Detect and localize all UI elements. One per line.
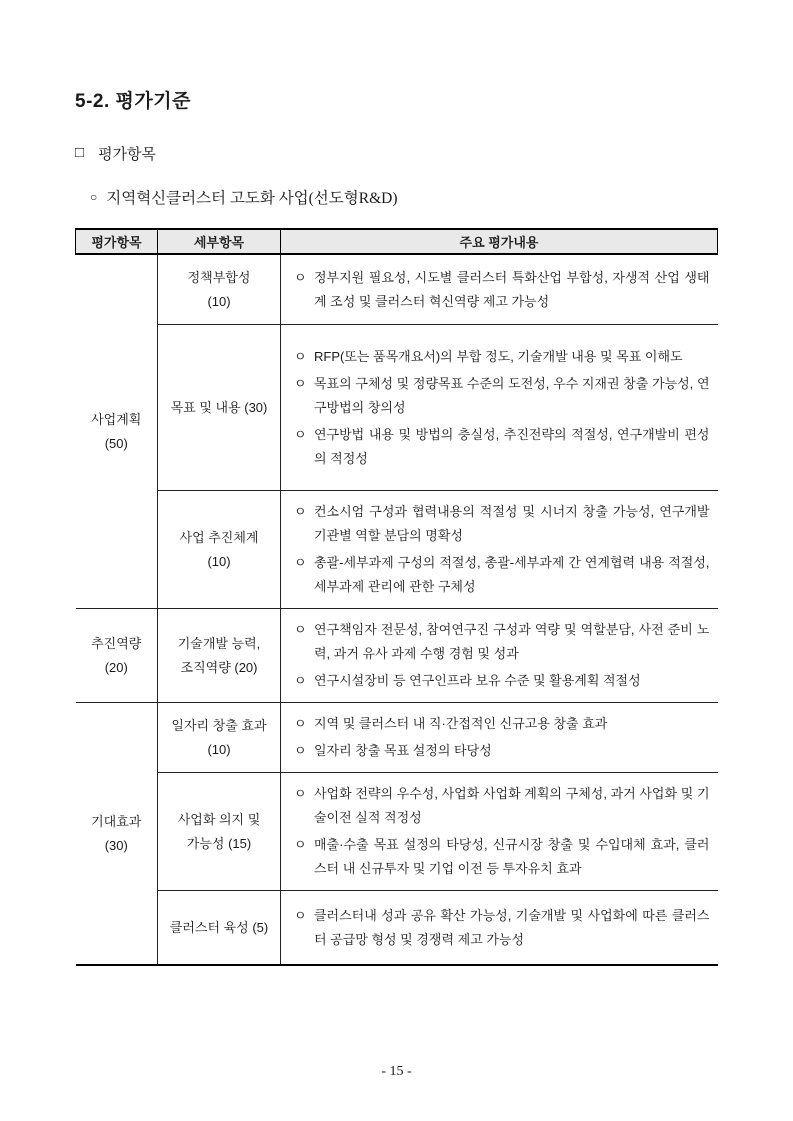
content-cell <box>281 891 718 966</box>
table-header-row <box>76 229 718 254</box>
table-row <box>76 773 718 891</box>
bullet-text: 정부지원 필요성, 시도별 클러스터 특화산업 부합성, 자생적 산업 생태계 조성 및 클러스터 혁신역량 제고 가능성 <box>314 269 710 309</box>
subsection-heading-label: 지역혁신클러스터 고도화 사업(선도형R&D) <box>106 190 398 207</box>
bullet-marker: ㅇ <box>294 269 307 285</box>
category-cell-business-plan <box>76 254 158 609</box>
subitem-line: 목표 및 내용 (30) <box>170 399 268 415</box>
subitem-cell <box>158 891 281 966</box>
subitem-line: (10) <box>207 553 231 569</box>
bullet-text: 사업화 전략의 우수성, 사업화 사업화 계획의 구체성, 과거 사업화 및 기술이전 실적 적정성 <box>314 786 710 825</box>
subitem-line: 사업 추진체계 <box>179 529 259 545</box>
bullet-marker: ㅇ <box>294 716 307 731</box>
bullet-text: 연구책임자 전문성, 참여연구진 구성과 역량 및 역할분담, 사전 준비 노력, 과거 유사 과제 수행 경험 및 성과 <box>314 622 710 661</box>
subitem-line: (10) <box>207 293 231 309</box>
subitem-line: 가능성 (15) <box>186 835 252 851</box>
table-row <box>76 609 718 703</box>
table-row <box>76 325 718 491</box>
bullet-item <box>294 551 710 599</box>
subitem-line: 사업화 의지 및 <box>177 811 261 827</box>
category-name: 사업계획 <box>91 411 142 427</box>
table-row <box>76 891 718 966</box>
bullet-text: RFP(또는 품목개요서)의 부합 정도, 기술개발 내용 및 목표 이해도 <box>314 348 683 364</box>
bullet-text: 클러스터내 성과 공유 확산 가능성, 기술개발 및 사업화에 따른 클러스터 공급망 형성 및 경쟁력 제고 가능성 <box>314 907 710 947</box>
bullet-item <box>294 782 710 830</box>
content-cell <box>281 254 718 325</box>
bullet-item <box>294 833 710 881</box>
subitem-line: 정책부합성 <box>187 269 251 285</box>
bullet-item <box>294 500 710 548</box>
bullet-marker: ㅇ <box>294 907 307 923</box>
content-cell <box>281 703 718 773</box>
content-cell <box>281 773 718 891</box>
category-cell-execution-capacity <box>76 609 158 703</box>
column-header-category: 평가항목 <box>76 229 158 254</box>
subitem-line: 일자리 창출 효과 <box>171 717 267 733</box>
subitem-cell <box>158 773 281 891</box>
bullet-item <box>294 266 710 314</box>
bullet-marker: ㅇ <box>294 504 307 519</box>
category-score: (50) <box>104 435 128 451</box>
circle-marker-icon: ○ <box>90 189 98 204</box>
subitem-line: (10) <box>207 741 231 757</box>
content-cell <box>281 491 718 609</box>
category-cell-expected-effects <box>76 703 158 966</box>
bullet-marker: ㅇ <box>294 837 307 852</box>
bullet-item <box>294 904 710 952</box>
bullet-text: 연구시설장비 등 연구인프라 보유 수준 및 활용계획 적절성 <box>314 673 641 688</box>
bullet-marker: ㅇ <box>294 375 307 391</box>
category-score: (20) <box>104 659 128 675</box>
table-row <box>76 491 718 609</box>
bullet-text: 일자리 창출 목표 설정의 타당성 <box>314 743 492 758</box>
square-marker-icon: □ <box>75 145 85 161</box>
subsection-heading <box>90 186 717 208</box>
bullet-marker: ㅇ <box>294 426 307 442</box>
category-score: (30) <box>104 837 128 853</box>
category-name: 추진역량 <box>91 635 142 651</box>
bullet-marker: ㅇ <box>294 786 307 801</box>
subitem-cell <box>158 609 281 703</box>
bullet-item <box>294 423 710 471</box>
evaluation-criteria-table <box>75 228 718 966</box>
section-heading-label: 평가항목 <box>98 147 157 163</box>
bullet-item <box>294 345 710 369</box>
content-cell <box>281 325 718 491</box>
category-name: 기대효과 <box>91 813 142 829</box>
column-header-content: 주요 평가내용 <box>281 229 718 254</box>
bullet-marker: ㅇ <box>294 555 307 570</box>
bullet-item <box>294 618 710 666</box>
bullet-text: 지역 및 클러스터 내 직·간접적인 신규고용 창출 효과 <box>314 716 608 731</box>
content-cell <box>281 609 718 703</box>
table-row <box>76 254 718 325</box>
column-header-subitem: 세부항목 <box>158 229 281 254</box>
bullet-item <box>294 669 710 693</box>
subitem-cell <box>158 325 281 491</box>
subitem-cell <box>158 703 281 773</box>
table-row <box>76 703 718 773</box>
bullet-text: 총괄-세부과제 구성의 적절성, 총괄-세부과제 간 연계협력 내용 적절성, 세부과제 관리에 관한 구체성 <box>314 555 710 594</box>
bullet-text: 매출·수출 목표 설정의 타당성, 신규시장 창출 및 수입대체 효과, 클러스터 내 신규투자 및 기업 이전 등 투자유치 효과 <box>314 837 710 876</box>
page-number: - 15 - <box>381 1064 412 1079</box>
subitem-line: 조직역량 (20) <box>180 659 258 675</box>
section-heading <box>75 143 717 164</box>
bullet-item <box>294 372 710 420</box>
subitem-cell <box>158 491 281 609</box>
subitem-line: 클러스터 육성 (5) <box>169 919 269 935</box>
page-title: 5-2. 평가기준 <box>75 91 191 112</box>
bullet-item <box>294 739 710 763</box>
bullet-marker: ㅇ <box>294 348 307 364</box>
bullet-text: 목표의 구체성 및 정량목표 수준의 도전성, 우수 지재권 창출 가능성, 연구방법의 창의성 <box>314 375 710 415</box>
bullet-marker: ㅇ <box>294 622 307 637</box>
bullet-item <box>294 712 710 736</box>
bullet-text: 연구방법 내용 및 방법의 충실성, 추진전략의 적절성, 연구개발비 편성의 적정성 <box>314 426 710 466</box>
bullet-marker: ㅇ <box>294 673 307 688</box>
bullet-marker: ㅇ <box>294 743 307 758</box>
subitem-cell <box>158 254 281 325</box>
subitem-line: 기술개발 능력, <box>177 635 261 651</box>
bullet-text: 컨소시엄 구성과 협력내용의 적절성 및 시너지 창출 가능성, 연구개발기관별 역할 분담의 명확성 <box>314 504 710 543</box>
